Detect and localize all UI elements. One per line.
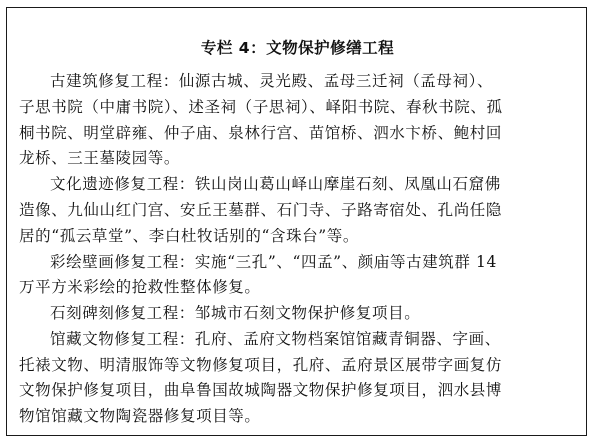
paragraph-stone-carvings-line-1: 石刻碑刻修复工程：邹城市石刻文物保护修复项目。 <box>50 304 421 322</box>
feature-column-box <box>6 7 587 436</box>
paragraph-ancient-buildings-line-1: 古建筑修复工程：仙源古城、灵光殿、孟母三迁祠（孟母祠）、 <box>50 72 494 90</box>
paragraph-collections-line-4: 物馆馆藏文物陶瓷器修复项目等。 <box>19 407 261 425</box>
paragraph-collections-line-1: 馆藏文物修复工程：孔府、孟府文物档案馆馆藏青铜器、字画、 <box>50 330 501 348</box>
paragraph-cultural-relics-line-2: 造像、九仙山红门宫、安丘王墓群、石门寺、子路寄宿处、孔尚任隐 <box>19 201 503 219</box>
paragraph-murals-line-1: 彩绘壁画修复工程：实施“三孔”、“四孟”、颜庙等古建筑群 14 <box>50 253 497 271</box>
paragraph-collections-line-3: 文物保护修复项目，曲阜鲁国故城陶器文物保护修复项目，泗水县博 <box>19 381 503 399</box>
column-title: 专栏 4：文物保护修缮工程 <box>200 39 395 57</box>
paragraph-collections-line-2: 托裱文物、明清服饰等文物修复项目，孔府、孟府景区展带字画复仿 <box>19 356 503 374</box>
paragraph-murals-line-2: 万平方米彩绘的抢救性整体修复。 <box>19 278 261 296</box>
paragraph-cultural-relics-line-1: 文化遗迹修复工程：铁山岗山葛山峄山摩崖石刻、凤凰山石窟佛 <box>50 175 501 193</box>
paragraph-cultural-relics-line-3: 居的“孤云草堂”、李白杜牧话别的“含珠台”等。 <box>19 227 359 245</box>
paragraph-ancient-buildings-line-3: 桐书院、明堂辟雍、仲子庙、泉林行宫、苗馆桥、泗水卞桥、鲍村回 <box>19 124 503 142</box>
paragraph-ancient-buildings-line-4: 龙桥、三王墓陵园等。 <box>19 149 181 167</box>
paragraph-ancient-buildings-line-2: 子思书院（中庸书院）、述圣祠（子思祠）、峄阳书院、春秋书院、孤 <box>19 98 503 116</box>
